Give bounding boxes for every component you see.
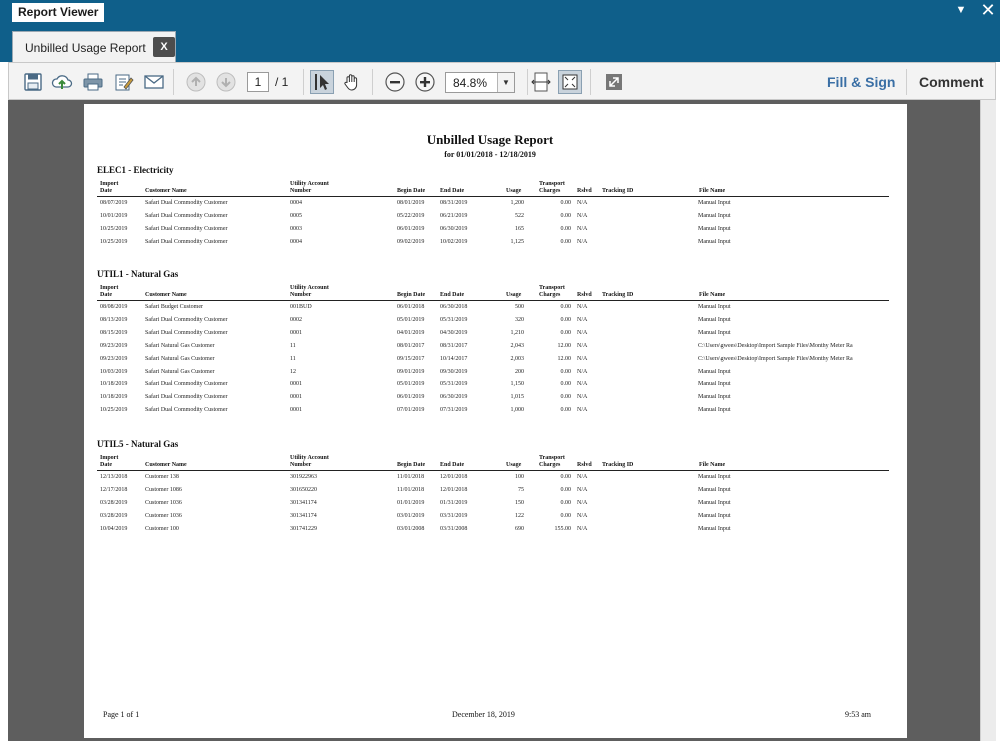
table-cell: Manual Input <box>698 238 731 245</box>
table-cell: 0.00 <box>560 238 571 245</box>
table-cell: 08/01/2017 <box>397 342 425 349</box>
table-cell: 10/18/2019 <box>100 394 128 401</box>
table-cell: Customer 100 <box>145 525 179 532</box>
print-icon[interactable] <box>81 70 105 94</box>
table-cell: 301650220 <box>290 486 317 493</box>
table-cell: N/A <box>577 304 588 310</box>
table-cell: 12/01/2018 <box>440 474 468 480</box>
column-header: Charges <box>539 188 561 194</box>
column-header: Number <box>290 462 312 468</box>
table-cell: 0.00 <box>560 381 571 388</box>
table-cell: N/A <box>577 225 588 232</box>
table-cell: N/A <box>577 200 588 206</box>
zoom-select[interactable] <box>445 72 515 93</box>
table-cell: 200 <box>515 368 524 375</box>
table-cell: 0.00 <box>560 316 571 323</box>
table-cell: 10/14/2017 <box>440 355 468 362</box>
table-cell: 10/25/2019 <box>100 407 128 414</box>
hand-tool-icon[interactable] <box>340 70 364 94</box>
table-cell: C:\Users\gwees\Desktop\Import Sample Files\Monthy Meter Ra <box>698 355 853 362</box>
table-cell: N/A <box>577 342 588 349</box>
edit-icon[interactable] <box>112 70 136 94</box>
table-cell: N/A <box>577 407 588 414</box>
table-cell: 06/01/2019 <box>397 225 425 232</box>
table-cell: 1,150 <box>510 381 524 388</box>
column-header: Customer Name <box>145 462 187 468</box>
table-cell: 12/01/2018 <box>440 486 468 493</box>
report-subtitle: for 01/01/2018 - 12/18/2019 <box>444 150 536 159</box>
table-cell: 03/01/2008 <box>397 525 425 532</box>
table-cell: Safari Budget Customer <box>145 304 203 310</box>
table-cell: Safari Natural Gas Customer <box>145 342 215 349</box>
table-cell: 03/31/2019 <box>440 512 468 519</box>
table-cell: 10/02/2019 <box>440 238 468 245</box>
table-cell: Manual Input <box>698 225 731 232</box>
table-cell: Manual Input <box>698 525 731 532</box>
column-header: Tracking ID <box>602 188 634 194</box>
table-cell: 0.00 <box>560 512 571 519</box>
table-cell: Manual Input <box>698 394 731 401</box>
table-cell: N/A <box>577 381 588 388</box>
table-cell: 11/01/2018 <box>397 486 425 493</box>
table-cell: Safari Dual Commodity Customer <box>145 225 228 232</box>
table-cell: Customer 1036 <box>145 499 182 506</box>
zoom-value: 84.8% <box>453 76 488 90</box>
table-cell: 165 <box>515 225 524 232</box>
column-header: Number <box>290 292 312 298</box>
tab-close-button[interactable]: X <box>153 37 175 57</box>
column-header: Transport <box>539 285 565 291</box>
table-cell: 320 <box>515 316 524 323</box>
table-cell: Manual Input <box>698 304 731 310</box>
tab-unbilled-usage-report[interactable] <box>12 31 176 62</box>
table-cell: 0.00 <box>560 329 571 336</box>
header-rule <box>97 196 889 197</box>
table-cell: 1,000 <box>510 407 524 414</box>
column-header: Begin Date <box>397 462 426 468</box>
table-cell: 04/01/2019 <box>397 329 425 336</box>
table-cell: N/A <box>577 499 588 506</box>
toolbar-separator <box>372 69 373 95</box>
vertical-scrollbar[interactable] <box>980 100 996 741</box>
table-cell: Manual Input <box>698 316 731 323</box>
toolbar-separator <box>590 69 591 95</box>
table-cell: 0.00 <box>560 225 571 232</box>
table-cell: 1,210 <box>510 329 524 336</box>
table-cell: 06/30/2019 <box>440 394 468 401</box>
table-cell: 08/31/2017 <box>440 342 468 349</box>
table-cell: 0004 <box>290 238 302 245</box>
table-cell: 10/25/2019 <box>100 225 128 232</box>
table-cell: 0003 <box>290 225 302 232</box>
expand-icon[interactable] <box>602 70 626 94</box>
table-cell: 12/17/2018 <box>100 486 128 493</box>
table-cell: Safari Dual Commodity Customer <box>145 394 228 401</box>
table-cell: 0001 <box>290 407 302 414</box>
fit-page-icon[interactable] <box>558 70 582 94</box>
table-cell: Manual Input <box>698 474 731 480</box>
table-cell: Safari Dual Commodity Customer <box>145 238 228 245</box>
table-cell: 522 <box>515 212 524 219</box>
table-cell: 0.00 <box>560 212 571 219</box>
table-cell: 08/31/2019 <box>440 200 468 206</box>
column-header: Charges <box>539 462 561 468</box>
table-cell: Customer 1036 <box>145 512 182 519</box>
table-cell: C:\Users\gwees\Desktop\Import Sample Files\Monthy Meter Ra <box>698 342 853 349</box>
viewer-toolbar <box>8 62 996 100</box>
email-icon[interactable] <box>142 70 166 94</box>
page-number-input[interactable]: 1 <box>247 72 269 92</box>
column-header: End Date <box>440 462 465 468</box>
table-cell: Safari Dual Commodity Customer <box>145 329 228 336</box>
table-cell: 0002 <box>290 316 302 323</box>
toolbar-separator <box>303 69 304 95</box>
table-cell: 0.00 <box>560 407 571 414</box>
table-cell: 001BUD <box>290 304 312 310</box>
title-bar-strip <box>0 0 1000 22</box>
table-cell: 07/31/2019 <box>440 407 468 414</box>
table-cell: N/A <box>577 474 588 480</box>
table-cell: 07/01/2019 <box>397 407 425 414</box>
chevron-down-icon[interactable]: ▼ <box>497 73 514 92</box>
column-header: Usage <box>506 462 522 468</box>
section-title: UTIL1 - Natural Gas <box>97 269 179 279</box>
column-header: Date <box>100 462 112 468</box>
footer-date: December 18, 2019 <box>452 710 515 719</box>
table-cell: 06/01/2018 <box>397 304 425 310</box>
column-header: Customer Name <box>145 292 187 298</box>
table-cell: 03/31/2008 <box>440 525 468 532</box>
table-cell: 12/13/2018 <box>100 474 128 480</box>
table-cell: 690 <box>515 525 524 532</box>
tab-strip <box>0 22 1000 62</box>
table-cell: N/A <box>577 329 588 336</box>
page-down-icon[interactable] <box>214 70 238 94</box>
table-cell: N/A <box>577 525 588 532</box>
table-cell: 301741229 <box>290 525 317 532</box>
table-cell: 1,015 <box>510 394 524 401</box>
table-cell: 09/01/2019 <box>397 368 425 375</box>
column-header: Rslvd <box>577 292 592 298</box>
table-cell: Manual Input <box>698 486 731 493</box>
column-header: Tracking ID <box>602 292 634 298</box>
section-title: ELEC1 - Electricity <box>97 165 174 175</box>
table-cell: 09/15/2017 <box>397 355 425 362</box>
column-header: Rslvd <box>577 188 592 194</box>
table-cell: 11 <box>290 342 296 349</box>
table-cell: 06/01/2019 <box>397 394 425 401</box>
table-cell: N/A <box>577 355 588 362</box>
table-cell: N/A <box>577 486 588 493</box>
table-cell: N/A <box>577 394 588 401</box>
column-header: Date <box>100 292 112 298</box>
table-cell: 2,003 <box>510 355 524 362</box>
table-cell: 01/31/2019 <box>440 499 468 506</box>
column-header: Utility Account <box>290 455 329 461</box>
column-header: Import <box>100 285 119 291</box>
table-cell: 0001 <box>290 329 302 336</box>
window-menu-icon[interactable]: ▼ <box>955 4 967 16</box>
table-cell: 0.00 <box>560 368 571 375</box>
table-cell: 05/01/2019 <box>397 316 425 323</box>
report-page <box>84 104 907 738</box>
header-rule <box>97 300 889 301</box>
table-cell: Safari Natural Gas Customer <box>145 368 215 375</box>
column-header: Usage <box>506 188 522 194</box>
table-cell: Safari Natural Gas Customer <box>145 355 215 362</box>
table-cell: 0.00 <box>560 394 571 401</box>
table-cell: Customer 138 <box>145 474 179 480</box>
table-cell: 10/04/2019 <box>100 525 128 532</box>
table-cell: Manual Input <box>698 407 731 414</box>
table-cell: Manual Input <box>698 499 731 506</box>
footer-time: 9:53 am <box>845 710 871 719</box>
upload-icon[interactable] <box>50 70 74 94</box>
table-cell: Safari Dual Commodity Customer <box>145 200 228 206</box>
table-cell: 03/01/2019 <box>397 512 425 519</box>
table-cell: 05/22/2019 <box>397 212 425 219</box>
table-cell: 05/31/2019 <box>440 316 468 323</box>
table-cell: 08/15/2019 <box>100 329 128 336</box>
column-header: Begin Date <box>397 188 426 194</box>
table-cell: 0001 <box>290 394 302 401</box>
table-cell: 05/01/2019 <box>397 381 425 388</box>
column-header: Transport <box>539 181 565 187</box>
table-cell: 122 <box>515 512 524 519</box>
table-cell: 05/31/2019 <box>440 381 468 388</box>
table-cell: 03/28/2019 <box>100 499 128 506</box>
table-cell: 12.00 <box>557 342 571 349</box>
table-cell: 301341174 <box>290 512 317 519</box>
table-cell: 500 <box>515 304 524 310</box>
column-header: File Name <box>699 462 726 468</box>
table-cell: 11 <box>290 355 296 362</box>
table-cell: 1,125 <box>510 238 524 245</box>
column-header: Date <box>100 188 112 194</box>
save-icon[interactable] <box>21 70 45 94</box>
column-header: End Date <box>440 292 465 298</box>
table-cell: N/A <box>577 512 588 519</box>
table-cell: 06/30/2018 <box>440 304 468 310</box>
table-cell: 10/18/2019 <box>100 381 128 388</box>
column-header: End Date <box>440 188 465 194</box>
table-cell: 100 <box>515 474 524 480</box>
table-cell: Safari Dual Commodity Customer <box>145 212 228 219</box>
table-cell: 0.00 <box>560 486 571 493</box>
table-cell: Safari Dual Commodity Customer <box>145 316 228 323</box>
column-header: Tracking ID <box>602 462 634 468</box>
table-cell: Manual Input <box>698 381 731 388</box>
column-header: Utility Account <box>290 285 329 291</box>
table-cell: 301341174 <box>290 499 317 506</box>
table-cell: 06/30/2019 <box>440 225 468 232</box>
toolbar-separator <box>906 69 907 95</box>
table-cell: Manual Input <box>698 212 731 219</box>
toolbar-separator <box>527 69 528 95</box>
toolbar-separator <box>173 69 174 95</box>
table-cell: 10/25/2019 <box>100 238 128 245</box>
page-total: / 1 <box>275 75 289 89</box>
table-cell: Manual Input <box>698 200 731 206</box>
column-header: Rslvd <box>577 462 592 468</box>
table-cell: 09/23/2019 <box>100 342 128 349</box>
table-cell: 09/02/2019 <box>397 238 425 245</box>
column-header: Begin Date <box>397 292 426 298</box>
table-cell: 10/01/2019 <box>100 212 128 219</box>
fit-width-icon[interactable] <box>529 70 553 94</box>
table-cell: Safari Dual Commodity Customer <box>145 407 228 414</box>
table-cell: 150 <box>515 499 524 506</box>
select-tool-icon[interactable] <box>310 70 334 94</box>
table-cell: Manual Input <box>698 512 731 519</box>
table-cell: Manual Input <box>698 329 731 336</box>
zoom-out-icon[interactable] <box>383 70 407 94</box>
table-cell: 0.00 <box>560 304 571 310</box>
column-header: File Name <box>699 292 726 298</box>
table-cell: 08/01/2019 <box>397 200 425 206</box>
table-cell: 10/03/2019 <box>100 368 128 375</box>
table-cell: Manual Input <box>698 368 731 375</box>
comment-button[interactable]: Comment <box>919 74 984 90</box>
column-header: Charges <box>539 292 561 298</box>
table-cell: 09/23/2019 <box>100 355 128 362</box>
table-cell: 0.00 <box>560 200 571 206</box>
tab-label: Unbilled Usage Report <box>25 41 146 55</box>
window-close-icon[interactable]: ✕ <box>980 0 996 21</box>
column-header: Import <box>100 181 119 187</box>
table-cell: 06/21/2019 <box>440 212 468 219</box>
section-title: UTIL5 - Natural Gas <box>97 439 179 449</box>
zoom-in-icon[interactable] <box>413 70 437 94</box>
table-cell: N/A <box>577 316 588 323</box>
table-cell: 155.00 <box>554 525 571 532</box>
column-header: Customer Name <box>145 188 187 194</box>
table-cell: 01/01/2019 <box>397 499 425 506</box>
column-header: Transport <box>539 455 565 461</box>
column-header: Number <box>290 188 312 194</box>
table-cell: Safari Dual Commodity Customer <box>145 381 228 388</box>
table-cell: 301922963 <box>290 474 317 480</box>
column-header: File Name <box>699 188 726 194</box>
window-title: Report Viewer <box>12 3 104 22</box>
column-header: Utility Account <box>290 181 329 187</box>
table-cell: 0005 <box>290 212 302 219</box>
column-header: Usage <box>506 292 522 298</box>
table-cell: 04/30/2019 <box>440 329 468 336</box>
column-header: Import <box>100 455 119 461</box>
page-up-icon[interactable] <box>184 70 208 94</box>
table-cell: N/A <box>577 368 588 375</box>
table-cell: 2,043 <box>510 342 524 349</box>
footer-page: Page 1 of 1 <box>103 710 140 719</box>
table-cell: 1,200 <box>510 200 524 206</box>
table-cell: Customer 1086 <box>145 486 182 493</box>
fill-sign-button[interactable]: Fill & Sign <box>827 74 896 90</box>
table-cell: 0004 <box>290 200 302 206</box>
header-rule <box>97 470 889 471</box>
table-cell: 0.00 <box>560 474 571 480</box>
table-cell: 0001 <box>290 381 302 388</box>
table-cell: 12.00 <box>557 355 571 362</box>
table-cell: N/A <box>577 238 588 245</box>
table-cell: N/A <box>577 212 588 219</box>
report-title: Unbilled Usage Report <box>426 132 554 147</box>
table-cell: 09/30/2019 <box>440 368 468 375</box>
table-cell: 08/07/2019 <box>100 200 128 206</box>
table-cell: 0.00 <box>560 499 571 506</box>
table-cell: 12 <box>290 368 296 375</box>
table-cell: 03/28/2019 <box>100 512 128 519</box>
table-cell: 08/13/2019 <box>100 316 128 323</box>
table-cell: 11/01/2018 <box>397 474 425 480</box>
table-cell: 75 <box>518 486 524 493</box>
table-cell: 08/08/2019 <box>100 304 128 310</box>
